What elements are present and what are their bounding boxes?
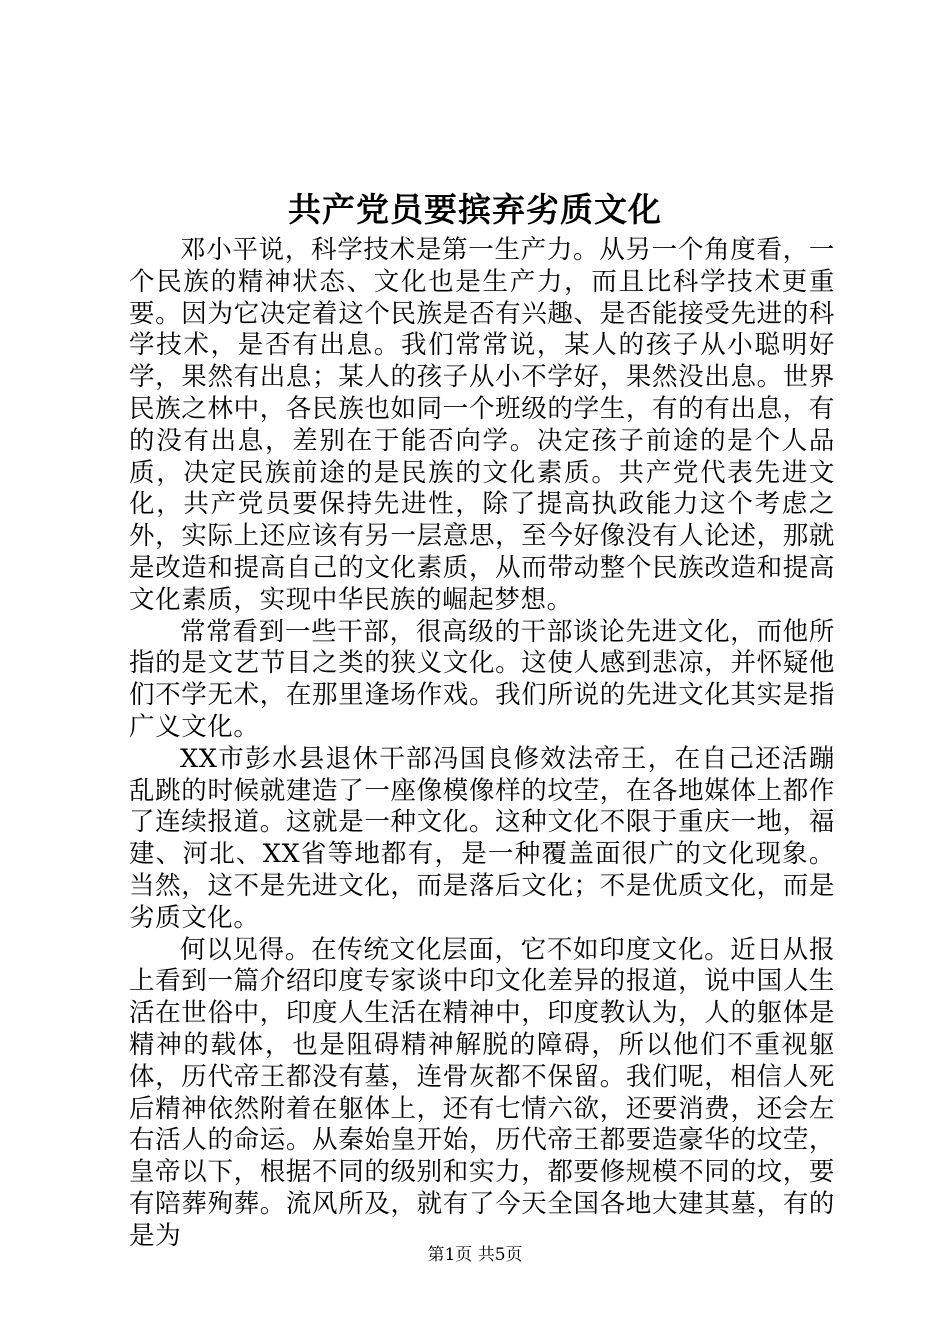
document-title: 共产党员要摈弃劣质文化 [288, 190, 662, 229]
paragraph: 邓小平说，科学技术是第一生产力。从另一个角度看，一个民族的精神状态、文化也是生产力，而且比科学技术更重要。因为它决定着这个民族是否有兴趣、是否能接受先进的科学技术，是否有出息。我们常常说，某人的孩子从小聪明好学，果然有出息；某人的孩子从小不学好，果然没出息。世界民族之林中，各民族也如同一个班级的学生，有的有出息，有的没有出息，差别在于能否向学。决定孩子前途的是个人品质，决定民族前途的是民族的文化素质。共产党代表先进文化，共产党员要保持先进性，除了提高执政能力这个考虑之外，实际上还应该有另一层意思，至今好像没有人论述，那就是改造和提高自己的文化素质，从而带动整个民族改造和提高文化素质，实现中华民族的崛起梦想。 [129, 235, 835, 615]
page-number-footer: 第1页 共5页 [427, 1245, 523, 1265]
document-body [129, 235, 835, 1253]
paragraph: 常常看到一些干部，很高级的干部谈论先进文化，而他所指的是文艺节目之类的狭义文化。这使人感到悲凉，并怀疑他们不学无术，在那里逢场作戏。我们所说的先进文化其实是指广义文化。 [129, 616, 835, 742]
paragraph: XX市彭水县退休干部冯国良修效法帝王，在自己还活蹦乱跳的时候就建造了一座像模像样的坟茔，在各地媒体上都作了连续报道。这就是一种文化。这种文化不限于重庆一地，福建、河北、XX省等地都有，是一种覆盖面很广的文化现象。当然，这不是先进文化，而是落后文化；不是优质文化，而是劣质文化。 [129, 743, 835, 933]
paragraph: 何以见得。在传统文化层面，它不如印度文化。近日从报上看到一篇介绍印度专家谈中印文化差异的报道，说中国人生活在世俗中，印度人生活在精神中，印度教认为，人的躯体是精神的载体，也是阻碍精神解脱的障碍，所以他们不重视躯体，历代帝王都没有墓，连骨灰都不保留。我们呢，相信人死后精神依然附着在躯体上，还有七情六欲，还要消费，还会左右活人的命运。从秦始皇开始，历代帝王都要造豪华的坟茔，皇帝以下，根据不同的级别和实力，都要修规模不同的坟，要有陪葬殉葬。流风所及，就有了今天全国各地大建其墓，有的是为 [129, 934, 835, 1251]
